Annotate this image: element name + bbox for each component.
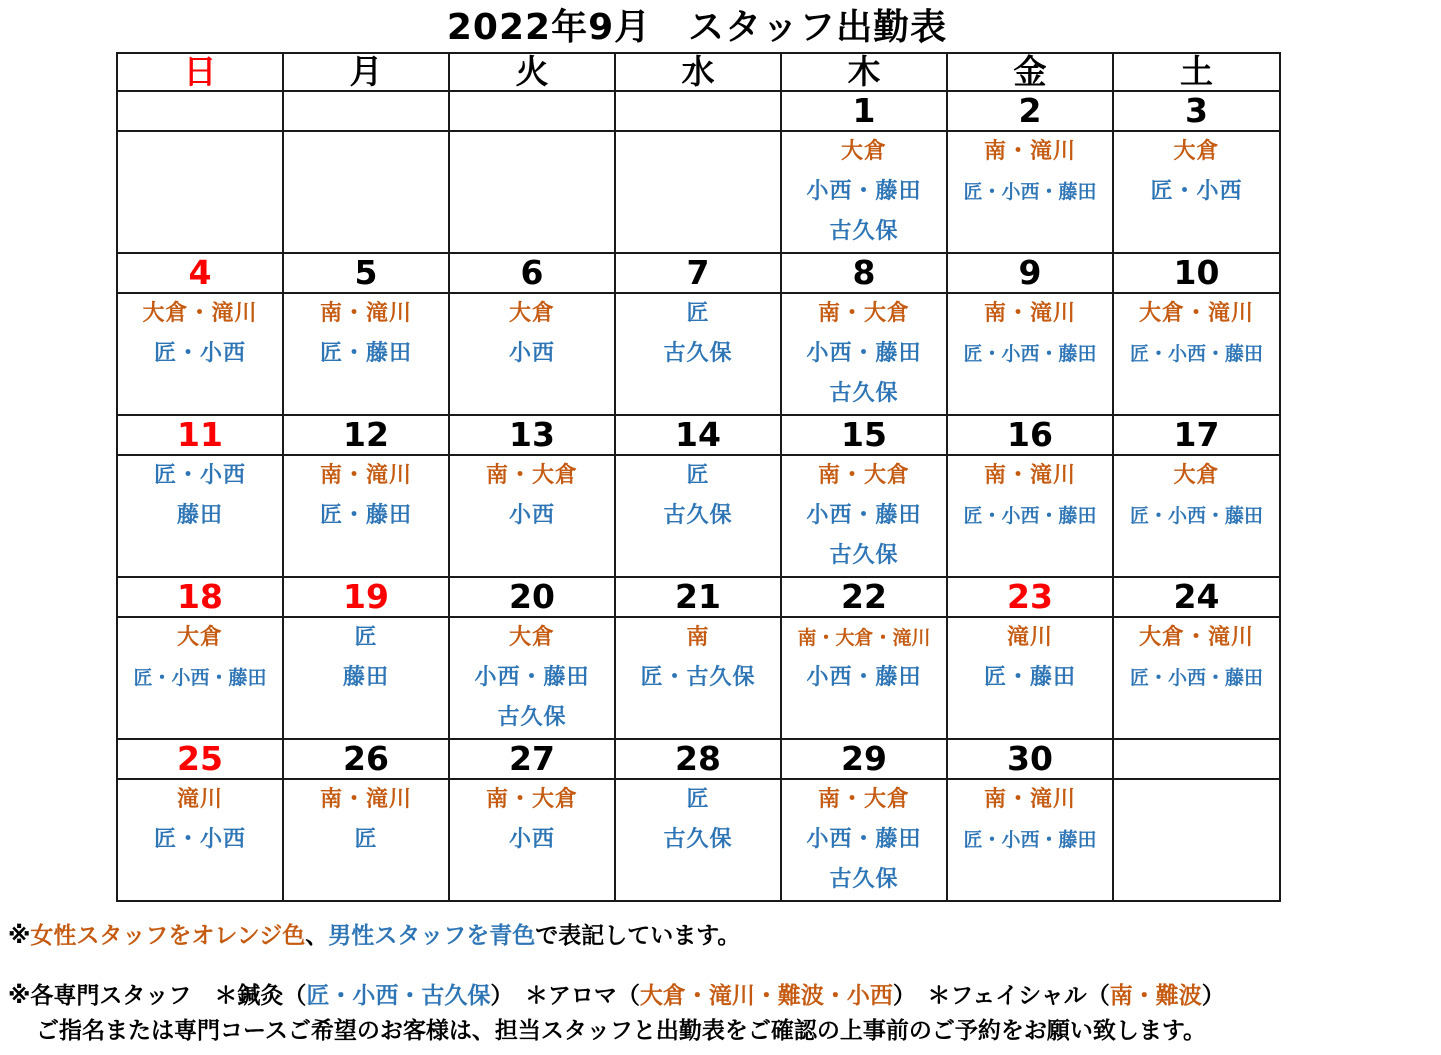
day-staff-cell: [781, 617, 947, 739]
male-staff: 古久保: [663, 341, 733, 366]
specialist-mid1: ） ＊アロマ（: [490, 983, 640, 1009]
male-staff: 小西: [508, 827, 555, 852]
male-staff: 匠: [354, 625, 378, 650]
male-staff: 匠: [686, 301, 710, 326]
male-staff: 小西・藤田: [474, 665, 590, 690]
male-staff: 古久保: [829, 543, 899, 568]
female-staff: 南・大倉: [485, 787, 578, 812]
day-staff-cell: [947, 617, 1113, 739]
specialist-prefix: ※各専門スタッフ ＊鍼灸（: [8, 983, 307, 1009]
date-number: 14: [615, 415, 781, 455]
staff-row: [117, 455, 1280, 577]
staff-calendar: [116, 52, 1281, 902]
day-staff-cell: [117, 779, 283, 901]
male-staff: 小西・藤田: [806, 503, 922, 528]
male-staff: 古久保: [829, 867, 899, 892]
weekday-wed: 水: [615, 53, 781, 91]
day-staff-cell: [117, 617, 283, 739]
male-staff: 匠: [686, 463, 710, 488]
staff-row: [117, 617, 1280, 739]
male-staff: 小西・藤田: [806, 665, 922, 690]
male-staff: 小西: [508, 341, 555, 366]
note-suffix: で表記しています。: [535, 923, 741, 949]
date-number: 11: [117, 415, 283, 455]
male-staff: 藤田: [342, 665, 389, 690]
weekday-sat: 土: [1113, 53, 1280, 91]
day-staff-cell: [449, 293, 615, 415]
weekday-fri: 金: [947, 53, 1113, 91]
male-staff: 匠・小西・藤田: [1129, 505, 1263, 527]
note-prefix: ※: [8, 923, 31, 949]
date-number: 6: [449, 253, 615, 293]
facial-staff: 南・難波: [1109, 983, 1202, 1009]
male-staff: 古久保: [663, 503, 733, 528]
male-staff: 匠・藤田: [319, 503, 412, 528]
day-staff-cell: [449, 617, 615, 739]
female-staff: 滝川: [1006, 625, 1053, 650]
empty-staff-cell: [283, 131, 449, 253]
male-staff: 匠・小西・藤田: [133, 667, 267, 689]
date-number: 29: [781, 739, 947, 779]
male-staff: 匠・小西: [153, 463, 246, 488]
acupuncture-staff: 匠・小西・古久保: [306, 983, 491, 1009]
date-number: 5: [283, 253, 449, 293]
date-number: 26: [283, 739, 449, 779]
day-staff-cell: [283, 617, 449, 739]
empty-date-cell: [1113, 739, 1280, 779]
female-staff: 南・大倉: [485, 463, 578, 488]
day-staff-cell: [781, 293, 947, 415]
date-number: 16: [947, 415, 1113, 455]
male-staff: 匠・小西・藤田: [963, 181, 1097, 203]
day-staff-cell: [615, 293, 781, 415]
day-staff-cell: [449, 455, 615, 577]
day-staff-cell: [283, 455, 449, 577]
empty-date-cell: [117, 91, 283, 131]
female-staff: 南・滝川: [983, 301, 1076, 326]
aroma-staff: 大倉・滝川・難波・小西: [639, 983, 893, 1009]
male-staff: 小西・藤田: [806, 827, 922, 852]
male-staff: 藤田: [176, 503, 223, 528]
male-staff: 匠・古久保: [640, 665, 756, 690]
specialist-mid2: ） ＊フェイシャル（: [892, 983, 1110, 1009]
date-number: 23: [947, 577, 1113, 617]
male-staff: 小西・藤田: [806, 179, 922, 204]
day-staff-cell: [615, 617, 781, 739]
date-number: 17: [1113, 415, 1280, 455]
staff-row: [117, 779, 1280, 901]
specialist-note: [8, 981, 1225, 1011]
day-staff-cell: [947, 131, 1113, 253]
male-staff: 匠・小西: [153, 341, 246, 366]
male-staff: 古久保: [497, 705, 567, 730]
female-staff: 大倉: [508, 625, 555, 650]
male-staff: 匠: [354, 827, 378, 852]
day-staff-cell: [947, 779, 1113, 901]
male-staff: 匠・藤田: [983, 665, 1076, 690]
weekday-sun: 日: [117, 53, 283, 91]
date-number: 3: [1113, 91, 1280, 131]
day-staff-cell: [1113, 455, 1280, 577]
date-row: [117, 253, 1280, 293]
female-staff: 南・大倉: [817, 787, 910, 812]
date-row: [117, 415, 1280, 455]
female-staff: 南・滝川: [983, 787, 1076, 812]
day-staff-cell: [117, 293, 283, 415]
day-staff-cell: [947, 455, 1113, 577]
weekday-header-row: [117, 53, 1280, 91]
male-staff: 匠・小西: [1150, 179, 1243, 204]
specialist-end: ）: [1201, 983, 1225, 1009]
date-number: 19: [283, 577, 449, 617]
weekday-tue: 火: [449, 53, 615, 91]
male-staff: 匠・小西・藤田: [963, 829, 1097, 851]
date-row: [117, 91, 1280, 131]
empty-date-cell: [449, 91, 615, 131]
day-staff-cell: [615, 779, 781, 901]
date-number: 13: [449, 415, 615, 455]
female-staff: 大倉・滝川: [1138, 625, 1254, 650]
female-staff: 南・滝川: [983, 463, 1076, 488]
male-staff: 匠・小西・藤田: [963, 343, 1097, 365]
date-number: 22: [781, 577, 947, 617]
female-staff: 大倉: [1173, 139, 1220, 164]
color-legend-note: [8, 921, 740, 951]
female-staff: 大倉・滝川: [1138, 301, 1254, 326]
female-staff: 南: [686, 625, 710, 650]
weekday-mon: 月: [283, 53, 449, 91]
female-staff: 南・滝川: [319, 463, 412, 488]
day-staff-cell: [781, 779, 947, 901]
page-title: 2022年9月 スタッフ出勤表: [446, 7, 948, 48]
day-staff-cell: [1113, 131, 1280, 253]
date-number: 1: [781, 91, 947, 131]
empty-staff-cell: [117, 131, 283, 253]
day-staff-cell: [781, 131, 947, 253]
day-staff-cell: [283, 293, 449, 415]
female-staff: 南・滝川: [319, 787, 412, 812]
date-number: 18: [117, 577, 283, 617]
note-separator: 、: [305, 923, 329, 949]
weekday-thu: 木: [781, 53, 947, 91]
empty-date-cell: [615, 91, 781, 131]
date-row: [117, 739, 1280, 779]
female-staff: 大倉: [1173, 463, 1220, 488]
date-number: 15: [781, 415, 947, 455]
date-number: 8: [781, 253, 947, 293]
male-staff: 小西・藤田: [806, 341, 922, 366]
male-staff: 古久保: [829, 219, 899, 244]
date-number: 9: [947, 253, 1113, 293]
date-number: 24: [1113, 577, 1280, 617]
staff-row: [117, 293, 1280, 415]
date-number: 28: [615, 739, 781, 779]
female-color-note: 女性スタッフをオレンジ色: [30, 923, 306, 949]
female-staff: 大倉: [508, 301, 555, 326]
female-staff: 南・大倉: [817, 301, 910, 326]
day-staff-cell: [615, 455, 781, 577]
male-staff: 古久保: [663, 827, 733, 852]
date-number: 21: [615, 577, 781, 617]
empty-staff-cell: [449, 131, 615, 253]
day-staff-cell: [781, 455, 947, 577]
female-staff: 南・大倉: [817, 463, 910, 488]
female-staff: 滝川: [176, 787, 223, 812]
day-staff-cell: [117, 455, 283, 577]
day-staff-cell: [1113, 293, 1280, 415]
date-number: 2: [947, 91, 1113, 131]
male-staff: 匠・藤田: [319, 341, 412, 366]
male-staff: 小西: [508, 503, 555, 528]
date-number: 25: [117, 739, 283, 779]
female-staff: 大倉: [840, 139, 887, 164]
female-staff: 南・大倉・滝川: [797, 627, 931, 649]
date-number: 27: [449, 739, 615, 779]
male-staff: 匠・小西・藤田: [1129, 343, 1263, 365]
date-number: 30: [947, 739, 1113, 779]
date-number: 7: [615, 253, 781, 293]
male-staff: 匠・小西: [153, 827, 246, 852]
male-color-note: 男性スタッフを青色: [328, 923, 536, 949]
staff-row: [117, 131, 1280, 253]
day-staff-cell: [947, 293, 1113, 415]
female-staff: 大倉: [176, 625, 223, 650]
empty-staff-cell: [1113, 779, 1280, 901]
day-staff-cell: [1113, 617, 1280, 739]
empty-date-cell: [283, 91, 449, 131]
female-staff: 南・滝川: [319, 301, 412, 326]
date-number: 4: [117, 253, 283, 293]
date-number: 20: [449, 577, 615, 617]
day-staff-cell: [283, 779, 449, 901]
date-row: [117, 577, 1280, 617]
male-staff: 匠: [686, 787, 710, 812]
female-staff: 南・滝川: [983, 139, 1076, 164]
date-number: 12: [283, 415, 449, 455]
day-staff-cell: [449, 779, 615, 901]
male-staff: 古久保: [829, 381, 899, 406]
empty-staff-cell: [615, 131, 781, 253]
female-staff: 大倉・滝川: [142, 301, 258, 326]
reservation-note: ご指名または専門コースご希望のお客様は、担当スタッフと出勤表をご確認の上事前のご予約をお願い致します。: [36, 1018, 1207, 1044]
date-number: 10: [1113, 253, 1280, 293]
male-staff: 匠・小西・藤田: [1129, 667, 1263, 689]
male-staff: 匠・小西・藤田: [963, 505, 1097, 527]
